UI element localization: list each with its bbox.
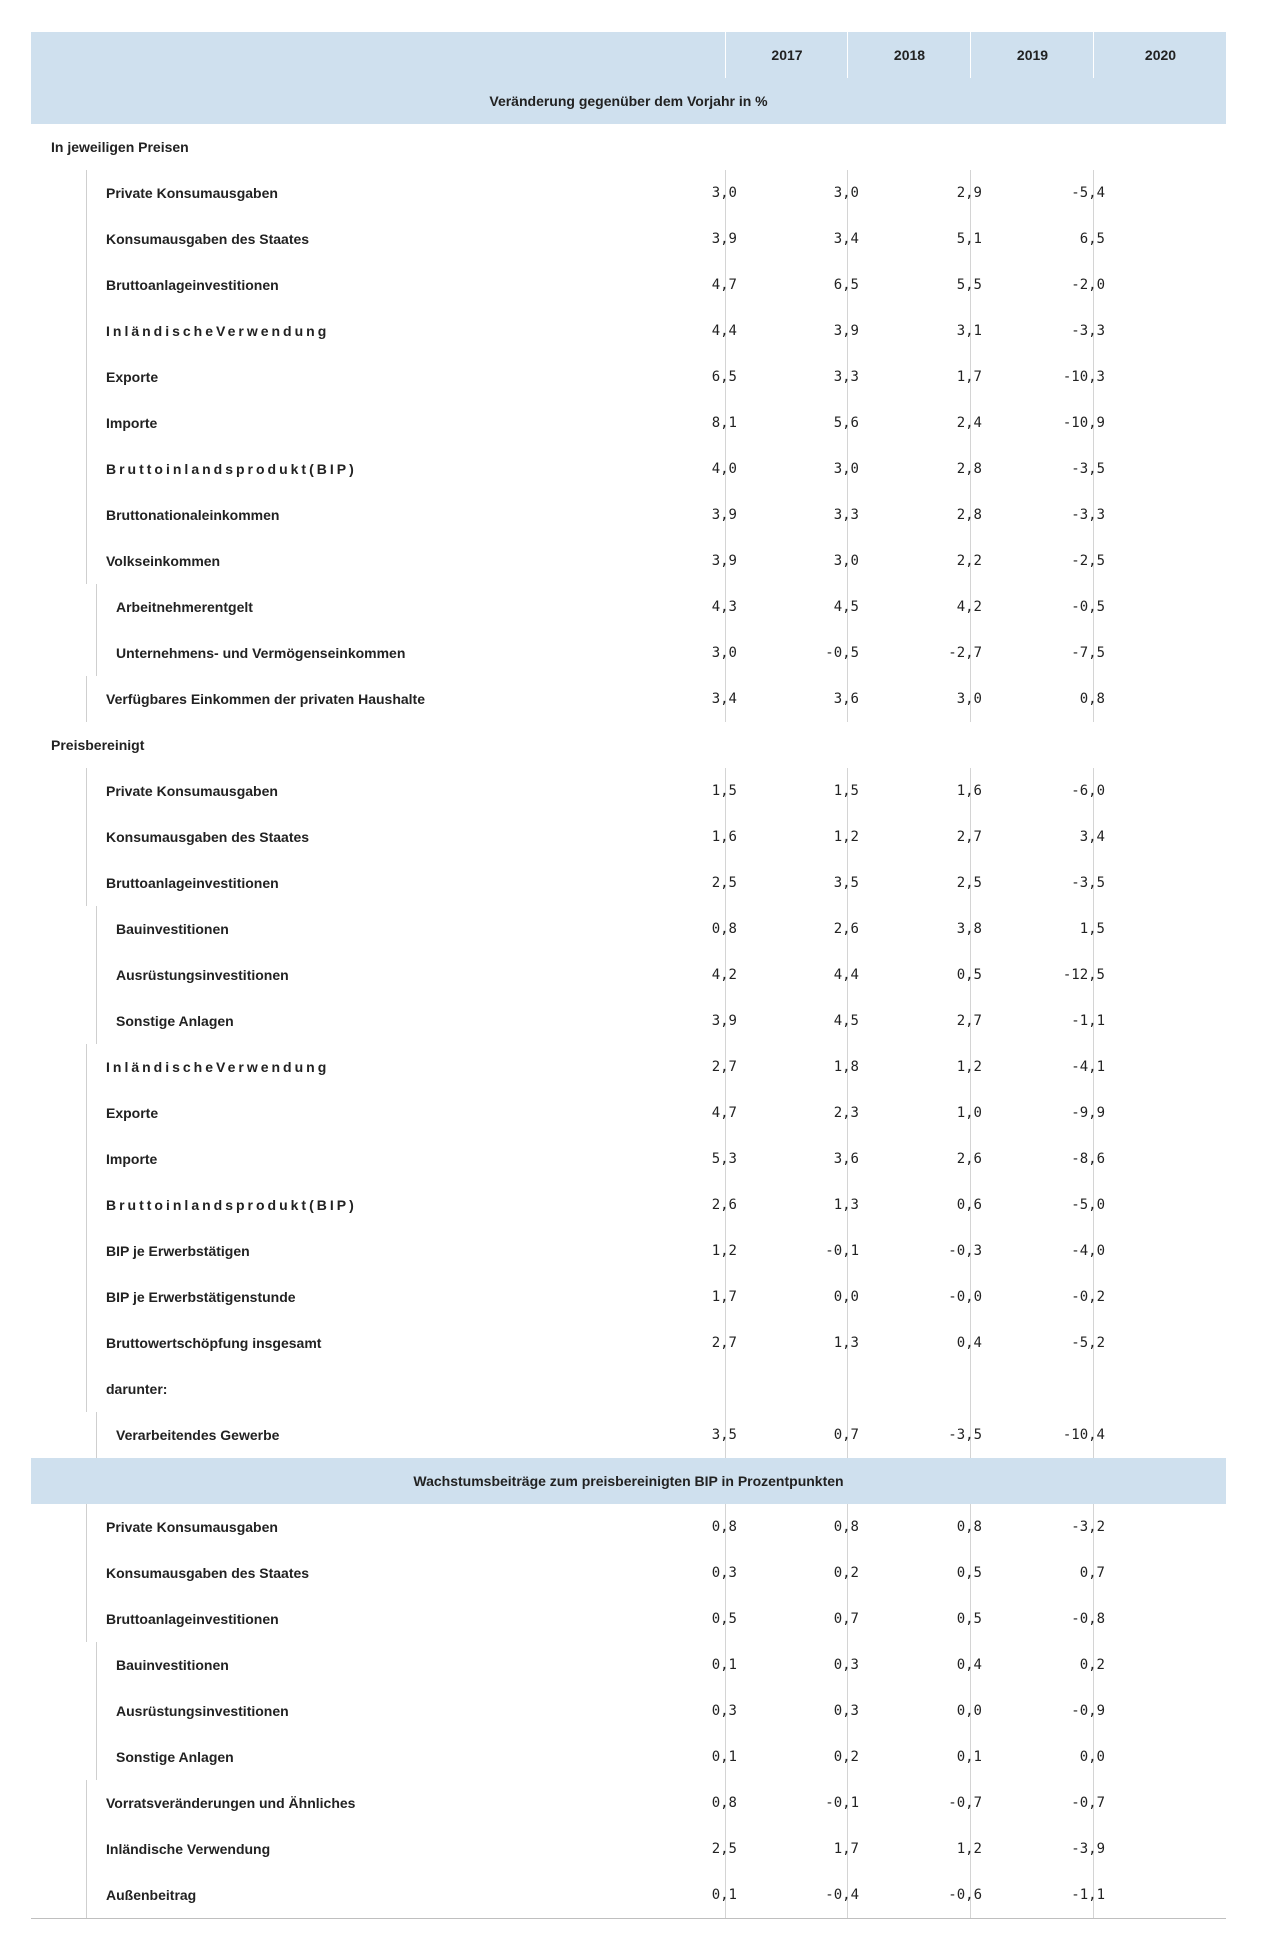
value-2017: 3,9	[711, 1013, 737, 1029]
value-2019: 2,7	[956, 1013, 982, 1029]
indent-guide	[86, 446, 87, 492]
value-2018: 1,3	[833, 1335, 859, 1351]
value-2020: -0,5	[1071, 599, 1105, 615]
indent-guide	[96, 952, 97, 998]
value-2018: -0,4	[825, 1887, 859, 1903]
indent-guide	[86, 1504, 87, 1550]
row-label: BIP je Erwerbstätigen	[106, 1243, 250, 1259]
value-2019: 0,0	[956, 1703, 982, 1719]
indent-guide	[86, 768, 87, 814]
value-2017: 3,4	[711, 691, 737, 707]
group-title: In jeweiligen Preisen	[51, 139, 189, 155]
value-2017: 3,5	[711, 1427, 737, 1443]
value-2018: 0,2	[833, 1565, 859, 1581]
value-2017: 5,3	[711, 1151, 737, 1167]
value-2020: -5,0	[1071, 1197, 1105, 1213]
value-2018: 0,7	[833, 1611, 859, 1627]
value-2017	[637, 1366, 737, 1412]
year-header-2020: 2020	[1093, 32, 1227, 78]
table-row	[31, 906, 1226, 952]
row-label: Bruttoinlandsprodukt(BIP)	[106, 461, 357, 477]
indent-guide	[96, 998, 97, 1044]
value-2018: 3,6	[833, 1151, 859, 1167]
value-2019: 0,5	[956, 967, 982, 983]
table-bottom-rule	[31, 1918, 1226, 1919]
row-label: Bruttoanlageinvestitionen	[106, 875, 279, 891]
value-2019: 1,2	[956, 1841, 982, 1857]
value-2020: -3,9	[1071, 1841, 1105, 1857]
row-label: Außenbeitrag	[106, 1887, 197, 1903]
value-2017: 0,5	[711, 1611, 737, 1627]
group-title: Preisbereinigt	[51, 737, 145, 753]
value-2019: -3,5	[948, 1427, 982, 1443]
table-row	[31, 676, 1226, 722]
value-2017: 3,0	[711, 185, 737, 201]
value-2019: 1,7	[956, 369, 982, 385]
value-2017: 0,8	[711, 1519, 737, 1535]
row-label: InländischeVerwendung	[106, 323, 330, 339]
row-label: Unternehmens- und Vermögenseinkommen	[116, 645, 406, 661]
value-2018: 3,0	[833, 185, 859, 201]
indent-guide	[86, 1274, 87, 1320]
row-label: Private Konsumausgaben	[106, 185, 278, 201]
row-label: Inländische Verwendung	[106, 1841, 271, 1857]
value-2019: 3,8	[956, 921, 982, 937]
value-2019: 1,2	[956, 1059, 982, 1075]
value-2019: 2,4	[956, 415, 982, 431]
value-2020: 1,5	[1079, 921, 1105, 937]
value-2020: -3,5	[1071, 461, 1105, 477]
value-2017: 2,7	[711, 1059, 737, 1075]
value-2020: -0,8	[1071, 1611, 1105, 1627]
value-2020: -1,1	[1071, 1887, 1105, 1903]
row-label: Exporte	[106, 1105, 159, 1121]
value-2020: -5,4	[1071, 185, 1105, 201]
table-row	[31, 170, 1226, 216]
value-2018: -0,1	[825, 1243, 859, 1259]
year-header-2018: 2018	[847, 32, 971, 78]
value-2020: 0,7	[1079, 1565, 1105, 1581]
table-row	[31, 1136, 1226, 1182]
row-label: Verfügbares Einkommen der privaten Haushalte	[106, 691, 425, 707]
value-2017: 0,3	[711, 1565, 737, 1581]
value-2017: 2,7	[711, 1335, 737, 1351]
row-label: Bruttoinlandsprodukt(BIP)	[106, 1197, 357, 1213]
indent-guide	[86, 538, 87, 584]
value-2019: 0,8	[956, 1519, 982, 1535]
table-row	[31, 1044, 1226, 1090]
year-header-2017: 2017	[725, 32, 848, 78]
value-2018: 0,8	[833, 1519, 859, 1535]
indent-guide	[86, 1320, 87, 1366]
value-2018	[759, 1366, 859, 1412]
indent-guide	[86, 216, 87, 262]
value-2020: -6,0	[1071, 783, 1105, 799]
value-2018: 1,3	[833, 1197, 859, 1213]
value-2018: 0,0	[833, 1289, 859, 1305]
value-2018: 4,5	[833, 599, 859, 615]
table-row	[31, 1228, 1226, 1274]
row-label: darunter:	[106, 1381, 168, 1397]
indent-guide	[86, 1090, 87, 1136]
indent-guide	[86, 1044, 87, 1090]
row-label: Arbeitnehmerentgelt	[116, 599, 253, 615]
row-label: InländischeVerwendung	[106, 1059, 330, 1075]
row-label: Ausrüstungsinvestitionen	[116, 1703, 289, 1719]
indent-guide	[96, 584, 97, 630]
table-row	[31, 262, 1226, 308]
value-2020: -10,3	[1062, 369, 1105, 385]
row-label: Exporte	[106, 369, 159, 385]
value-2020: -3,5	[1071, 875, 1105, 891]
value-2017: 4,0	[711, 461, 737, 477]
value-2020: -0,2	[1071, 1289, 1105, 1305]
indent-guide	[86, 492, 87, 538]
indent-guide	[86, 860, 87, 906]
value-2019: 2,6	[956, 1151, 982, 1167]
value-2019: -0,7	[948, 1795, 982, 1811]
table-row	[31, 446, 1226, 492]
value-2017: 4,4	[711, 323, 737, 339]
value-2019: 1,0	[956, 1105, 982, 1121]
value-2018: 4,4	[833, 967, 859, 983]
table-row	[31, 1688, 1226, 1734]
indent-guide	[86, 1136, 87, 1182]
value-2019: 0,6	[956, 1197, 982, 1213]
row-label: Importe	[106, 415, 158, 431]
value-2019: 3,1	[956, 323, 982, 339]
value-2019: 2,9	[956, 185, 982, 201]
table-row	[31, 630, 1226, 676]
row-label: Konsumausgaben des Staates	[106, 231, 310, 247]
table-row	[31, 1504, 1226, 1550]
value-2017: 0,3	[711, 1703, 737, 1719]
indent-guide	[86, 1366, 87, 1412]
value-2017: 3,9	[711, 231, 737, 247]
value-2020: -5,2	[1071, 1335, 1105, 1351]
value-2019: -0,0	[948, 1289, 982, 1305]
value-2017: 1,5	[711, 783, 737, 799]
indent-guide	[86, 1826, 87, 1872]
row-label: Konsumausgaben des Staates	[106, 1565, 310, 1581]
value-2019: 0,5	[956, 1565, 982, 1581]
value-2020: -2,5	[1071, 553, 1105, 569]
row-label: Vorratsveränderungen und Ähnliches	[106, 1795, 356, 1811]
indent-guide	[86, 1182, 87, 1228]
table-row	[31, 584, 1226, 630]
value-2020: -3,2	[1071, 1519, 1105, 1535]
value-2018: 0,7	[833, 1427, 859, 1443]
value-2018: 3,4	[833, 231, 859, 247]
value-2018: 2,3	[833, 1105, 859, 1121]
value-2020: -2,0	[1071, 277, 1105, 293]
value-2018: 0,3	[833, 1703, 859, 1719]
table-row	[31, 1090, 1226, 1136]
row-label: Bruttowertschöpfung insgesamt	[106, 1335, 322, 1351]
value-2017: 1,7	[711, 1289, 737, 1305]
value-2019: 2,2	[956, 553, 982, 569]
value-2017: 4,7	[711, 277, 737, 293]
gdp-table	[31, 32, 1226, 1918]
value-2020: 0,2	[1079, 1657, 1105, 1673]
value-2020: 0,8	[1079, 691, 1105, 707]
indent-guide	[96, 1642, 97, 1688]
value-2020: -10,9	[1062, 415, 1105, 431]
value-2019	[882, 1366, 982, 1412]
value-2020: -10,4	[1062, 1427, 1105, 1443]
value-2017: 2,5	[711, 1841, 737, 1857]
table-header	[31, 32, 1226, 78]
row-label: Bauinvestitionen	[116, 921, 229, 937]
row-label: Konsumausgaben des Staates	[106, 829, 310, 845]
value-2018: 0,3	[833, 1657, 859, 1673]
indent-guide	[86, 170, 87, 216]
indent-guide	[86, 308, 87, 354]
value-2017: 3,9	[711, 507, 737, 523]
value-2019: 0,5	[956, 1611, 982, 1627]
value-2019: 2,7	[956, 829, 982, 845]
indent-guide	[86, 1550, 87, 1596]
indent-guide	[96, 906, 97, 952]
value-2018: -0,5	[825, 645, 859, 661]
value-2018: 6,5	[833, 277, 859, 293]
row-label: BIP je Erwerbstätigenstunde	[106, 1289, 296, 1305]
value-2017: 4,2	[711, 967, 737, 983]
value-2017: 2,5	[711, 875, 737, 891]
table-row	[31, 1734, 1226, 1780]
table-row	[31, 400, 1226, 446]
value-2019: 5,5	[956, 277, 982, 293]
value-2017: 0,8	[711, 921, 737, 937]
indent-guide	[86, 1596, 87, 1642]
value-2017: 0,1	[711, 1657, 737, 1673]
table-row	[31, 308, 1226, 354]
indent-guide	[86, 814, 87, 860]
table-row	[31, 1872, 1226, 1918]
row-label: Volkseinkommen	[106, 553, 221, 569]
row-label: Private Konsumausgaben	[106, 1519, 278, 1535]
value-2017: 0,8	[711, 1795, 737, 1811]
table-row	[31, 1320, 1226, 1366]
table-row	[31, 1780, 1226, 1826]
value-2017: 8,1	[711, 415, 737, 431]
value-2018: 1,8	[833, 1059, 859, 1075]
table-row	[31, 492, 1226, 538]
value-2019: -2,7	[948, 645, 982, 661]
indent-guide	[86, 354, 87, 400]
value-2018: 4,5	[833, 1013, 859, 1029]
value-2019: 0,1	[956, 1749, 982, 1765]
table-row	[31, 1826, 1226, 1872]
value-2018: 3,0	[833, 553, 859, 569]
table-row	[31, 814, 1226, 860]
table-row	[31, 1412, 1226, 1458]
value-2018: 5,6	[833, 415, 859, 431]
table-row	[31, 998, 1226, 1044]
value-2020: -12,5	[1062, 967, 1105, 983]
value-2020: -9,9	[1071, 1105, 1105, 1121]
value-2019: -0,6	[948, 1887, 982, 1903]
value-2020: -7,5	[1071, 645, 1105, 661]
row-label: Importe	[106, 1151, 158, 1167]
value-2019: 1,6	[956, 783, 982, 799]
table-row	[31, 1182, 1226, 1228]
value-2018: 2,6	[833, 921, 859, 937]
row-label: Bruttoanlageinvestitionen	[106, 1611, 279, 1627]
indent-guide	[96, 630, 97, 676]
value-2020: -3,3	[1071, 507, 1105, 523]
year-header-2019: 2019	[970, 32, 1094, 78]
table-row	[31, 1274, 1226, 1320]
value-2018: 1,7	[833, 1841, 859, 1857]
value-2019: 5,1	[956, 231, 982, 247]
value-2017: 0,1	[711, 1749, 737, 1765]
value-2018: 3,6	[833, 691, 859, 707]
value-2019: 2,5	[956, 875, 982, 891]
value-2020	[1005, 1366, 1105, 1412]
row-label: Verarbeitendes Gewerbe	[116, 1427, 280, 1443]
row-label: Bruttonationaleinkommen	[106, 507, 280, 523]
value-2019: -0,3	[948, 1243, 982, 1259]
indent-guide	[86, 262, 87, 308]
row-label: Ausrüstungsinvestitionen	[116, 967, 289, 983]
value-2020: 6,5	[1079, 231, 1105, 247]
table-row	[31, 1642, 1226, 1688]
value-2018: 3,0	[833, 461, 859, 477]
indent-guide	[96, 1412, 97, 1458]
row-label: Sonstige Anlagen	[116, 1013, 234, 1029]
value-2018: 1,5	[833, 783, 859, 799]
table-row	[31, 538, 1226, 584]
value-2020: -0,9	[1071, 1703, 1105, 1719]
value-2017: 0,1	[711, 1887, 737, 1903]
value-2018: 1,2	[833, 829, 859, 845]
value-2019: 0,4	[956, 1335, 982, 1351]
value-2019: 2,8	[956, 507, 982, 523]
row-label: Sonstige Anlagen	[116, 1749, 234, 1765]
value-2018: 3,5	[833, 875, 859, 891]
indent-guide	[86, 1780, 87, 1826]
value-2017: 4,7	[711, 1105, 737, 1121]
indent-guide	[96, 1688, 97, 1734]
value-2020: -1,1	[1071, 1013, 1105, 1029]
value-2017: 3,9	[711, 553, 737, 569]
value-2020: -8,6	[1071, 1151, 1105, 1167]
value-2017: 3,0	[711, 645, 737, 661]
value-2018: 0,2	[833, 1749, 859, 1765]
table-body	[31, 78, 1226, 1918]
row-label: Bauinvestitionen	[116, 1657, 229, 1673]
section-title: Veränderung gegenüber dem Vorjahr in %	[31, 78, 1226, 124]
indent-guide	[86, 676, 87, 722]
table-row	[31, 1550, 1226, 1596]
row-label: Bruttoanlageinvestitionen	[106, 277, 279, 293]
value-2017: 6,5	[711, 369, 737, 385]
value-2018: 3,3	[833, 369, 859, 385]
value-2020: -3,3	[1071, 323, 1105, 339]
value-2020: -4,0	[1071, 1243, 1105, 1259]
value-2017: 1,2	[711, 1243, 737, 1259]
value-2020: 3,4	[1079, 829, 1105, 845]
value-2019: 4,2	[956, 599, 982, 615]
row-label: Private Konsumausgaben	[106, 783, 278, 799]
value-2019: 2,8	[956, 461, 982, 477]
indent-guide	[86, 400, 87, 446]
value-2020: -4,1	[1071, 1059, 1105, 1075]
value-2019: 0,4	[956, 1657, 982, 1673]
section-title: Wachstumsbeiträge zum preisbereinigten BIP in Prozentpunkten	[31, 1458, 1226, 1504]
table-row	[31, 354, 1226, 400]
value-2017: 2,6	[711, 1197, 737, 1213]
value-2017: 1,6	[711, 829, 737, 845]
indent-guide	[86, 1228, 87, 1274]
value-2018: -0,1	[825, 1795, 859, 1811]
value-2018: 3,3	[833, 507, 859, 523]
indent-guide	[96, 1734, 97, 1780]
table-row	[31, 860, 1226, 906]
indent-guide	[86, 1872, 87, 1918]
value-2019: 3,0	[956, 691, 982, 707]
value-2017: 4,3	[711, 599, 737, 615]
table-row	[31, 1596, 1226, 1642]
table-row	[31, 768, 1226, 814]
value-2020: 0,0	[1079, 1749, 1105, 1765]
value-2018: 3,9	[833, 323, 859, 339]
value-2020: -0,7	[1071, 1795, 1105, 1811]
table-row	[31, 952, 1226, 998]
table-row	[31, 1366, 1226, 1412]
table-row	[31, 216, 1226, 262]
